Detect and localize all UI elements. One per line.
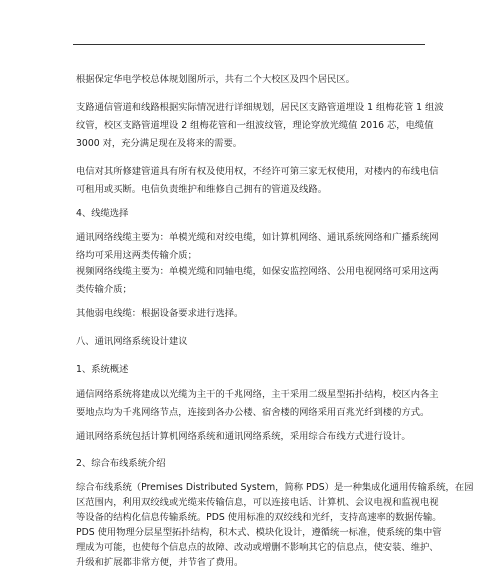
paragraph-ownership [76,163,439,199]
text-line: 升级和扩展都非常方便，并节省了费用。 [76,557,244,568]
text-line: 2、综合布线系统介绍 [76,458,166,469]
paragraph-branch-pipeline [76,99,444,153]
paragraph-network-backbone [76,386,439,422]
text-line: 区范围内，利用双绞线或光缆来传输信息，可以连接电话、计算机、会议电视和监视电视 [76,497,439,508]
heading-pds-intro [76,455,436,473]
text-line: 类传输介质； [76,284,132,295]
text-line: 通讯网络系统包括计算机网络系统和通讯网络系统，采用综合布线方式进行设计。 [76,431,411,442]
paragraph-pds-description [76,479,474,572]
paragraph-other-cables [76,305,436,323]
text-line: 视频网络线缆主要为：单模光缆和同轴电缆，如保安监控网络、公用电视网络可采用这两 [76,266,439,277]
text-line: 络均可采用这两类传输介质； [76,250,197,261]
paragraph-comm-cables [76,229,439,265]
text-line: 通信网络系统将建成以光缆为主干的千兆网络，主干采用二级星型拓扑结构，校区内各主 [76,389,439,400]
text-line: 3000 对，充分满足现在及将来的需要。 [76,138,243,149]
header-rule [73,44,425,45]
text-line: 4、线缆选择 [76,208,129,219]
text-line: 纹管，校区支路管道埋设 2 组梅花管和一组波纹管，理论穿放光缆值 2016 芯，电缆值 [76,120,434,131]
text-line: 理成为可能，也使每个信息点的故障、改动或增删不影响其它的信息点，使安装、维护、 [76,542,439,553]
text-line: 1、系统概述 [76,364,129,375]
text-line: 八、通讯网络系统设计建议 [76,336,188,347]
text-line: 等设备的结构化信息传输系统。PDS 使用标准的双绞线和光纤，支持高速率的数据传输。 [76,512,442,523]
heading-system-overview [76,361,436,379]
text-line: 要地点均为千兆网络节点，连接到各办公楼、宿舍楼的网络采用百兆光纤到楼的方式。 [76,407,430,418]
text-line: 通讯网络线缆主要为：单模光缆和对绞电缆，如计算机网络、通讯系统网络和广播系统网 [76,232,439,243]
text-line: 综合布线系统（Premises Distributed System，简称 PDS）是一种集成化通用传输系统，在园 [76,482,474,493]
text-line: 支路通信管道和线路根据实际情况进行详细规划，居民区支路管道埋设 1 组梅花管 1 组波 [76,102,444,113]
heading-section-eight [76,333,436,351]
heading-cable-selection [76,205,436,223]
text-line: 电信对其所修建管道具有所有权及使用权，不经许可第三家无权使用，对楼内的布线电信 [76,166,439,177]
paragraph-network-scope [76,428,436,446]
text-line: 根据保定华电学校总体规划图所示，共有二个大校区及四个居民区。 [76,74,355,85]
paragraph-video-cables [76,263,439,299]
text-line: 其他弱电线缆：根据设备要求进行选择。 [76,308,244,319]
text-line: 可租用或买断。电信负责维护和维修自己拥有的管道及线路。 [76,184,328,195]
paragraph-campus-layout [76,71,436,89]
text-line: PDS 使用物理分层星型拓扑结构，积木式、模块化设计，遵循统一标准，使系统的集中管 [76,527,442,538]
